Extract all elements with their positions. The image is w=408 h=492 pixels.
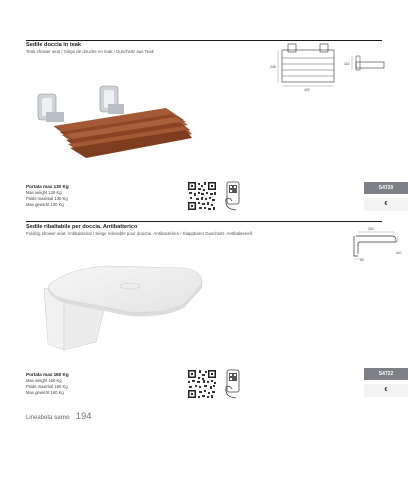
- section-divider: [26, 221, 382, 222]
- spec-item: Max gewicht 130 Kg: [26, 202, 64, 208]
- spec-heading: Portata max 160 Kg: [26, 372, 69, 377]
- brand-logo: [26, 415, 70, 421]
- spec-item: Max weight 130 Kg: [26, 190, 62, 195]
- smartphone-scan-icon: [224, 369, 242, 399]
- brand-light: Lineabeta: [26, 415, 53, 421]
- page-number: 194: [75, 411, 92, 422]
- product-code: S4722: [364, 368, 408, 380]
- technical-drawing-folding-seat: [340, 224, 400, 262]
- product-subtitle: Folding shower seat. Antibacterial / Siège relevable pour douche. Antibactérien / Klappbarer Duschsitz. Antibakteriell.: [26, 231, 253, 236]
- spec-list: [26, 190, 68, 209]
- qr-code[interactable]: [187, 369, 217, 399]
- spec-item: Poids maximal 130 Kg: [26, 196, 68, 202]
- product-subtitle: Teak shower seat / Siège de douche en teak / Duschsitz aus Teak: [26, 49, 154, 54]
- footer: [26, 411, 92, 422]
- spec-list: [26, 378, 68, 397]
- spec-heading: Portata max 130 Kg: [26, 184, 69, 189]
- smartphone-scan-icon: [224, 181, 242, 211]
- qr-code[interactable]: [187, 181, 217, 211]
- price-field: €: [364, 198, 408, 211]
- product-title: Sedile ribaltabile per doccia. Antibatterico: [26, 224, 138, 230]
- brand-bold: samo: [54, 415, 70, 421]
- product-code: S4720: [364, 182, 408, 194]
- dimension-depth: 110: [344, 62, 350, 66]
- technical-drawing-teak-seat: [268, 42, 388, 94]
- dimension-height: 80: [360, 258, 364, 262]
- price-field: €: [364, 384, 408, 397]
- teak-seat-photo: [34, 82, 194, 162]
- folding-seat-photo: [34, 258, 214, 358]
- dimension-height: 246: [270, 65, 276, 69]
- dimension-width: 400: [304, 88, 310, 92]
- section-divider: [26, 40, 382, 41]
- spec-item: Max gewicht 160 Kg: [26, 390, 64, 396]
- spec-item: Max weight 160 Kg: [26, 378, 62, 383]
- product-title: Sedile doccia in teak: [26, 42, 82, 48]
- spec-item: Poids maximal 160 Kg: [26, 384, 68, 390]
- dimension-depth: 110: [396, 251, 402, 255]
- dimension-width: 330: [368, 227, 374, 231]
